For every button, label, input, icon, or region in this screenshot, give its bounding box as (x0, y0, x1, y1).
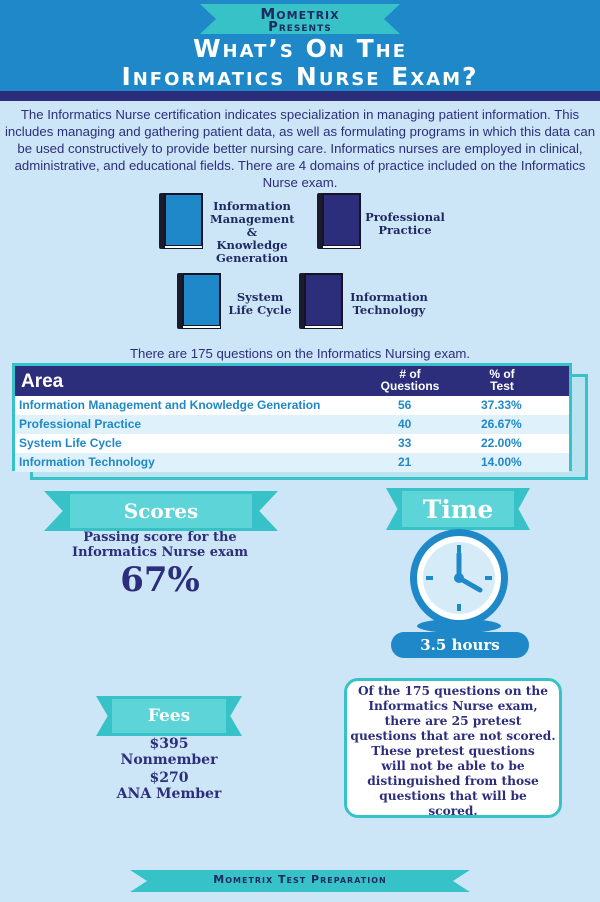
scores-title: Scores (70, 494, 252, 528)
header-divider (0, 91, 600, 101)
page-title-line2: Informatics Nurse Exam? (121, 62, 479, 91)
fee-nonmember: $395 Nonmember (120, 736, 218, 768)
domain-label-system-life-cycle: System Life Cycle (228, 290, 292, 317)
passing-score-value: 67% (120, 560, 200, 600)
brand-name: Mometrix (260, 5, 340, 23)
time-title: Time (402, 491, 514, 527)
table-header (15, 366, 569, 396)
time-value: 3.5 hours (391, 632, 529, 658)
header-questions: # of Questions (380, 367, 440, 393)
page-title-line1: What’s On The (192, 34, 408, 63)
fee-ana-member: $270 ANA Member (116, 770, 222, 802)
domain-label-information-management: Information Management & Knowledge Generation (210, 199, 295, 265)
domain-label-professional-practice: Professional Practice (365, 210, 445, 237)
domain-label-information-technology: Information Technology (350, 290, 428, 317)
book-icon (299, 273, 343, 329)
header-area: Area (21, 371, 64, 392)
presents-label: Presents (268, 20, 332, 35)
pretest-note-text: Of the 175 questions on the Informatics Nurse exam, there are 25 pretest questions that are not scored. These pretest questions will not be able to be distinguished from those questions that will be scored. (350, 684, 556, 818)
table-row: Information Management and Knowledge Generation 56 37.33% (15, 396, 569, 415)
table-row: Professional Practice 40 26.67% (15, 415, 569, 434)
book-icon (317, 193, 361, 249)
clock-icon (404, 526, 514, 634)
header-percent: % of Test (489, 367, 515, 393)
table-row: System Life Cycle 33 22.00% (15, 434, 569, 453)
domain-table (12, 363, 572, 471)
table-row: Information Technology 21 14.00% (15, 453, 569, 472)
intro-paragraph: The Informatics Nurse certification indicates specialization in managing patient information. This includes managing and gathering patient data, as well as formulating programs in which this data can be used constructively to provide better nursing care. Informatics nurses are employed in clinical, administrative, and educational fields. There are 4 domains of practice included on the Informatics Nurse exam. (4, 107, 596, 190)
passing-score-label: Passing score for the Informatics Nurse exam (71, 530, 249, 560)
book-icon (159, 193, 203, 249)
fees-title: Fees (112, 699, 226, 733)
book-icon (177, 273, 221, 329)
footer-brand: Mometrix Test Preparation (213, 873, 387, 886)
question-count-text: There are 175 questions on the Informatics Nursing exam. (129, 346, 471, 361)
